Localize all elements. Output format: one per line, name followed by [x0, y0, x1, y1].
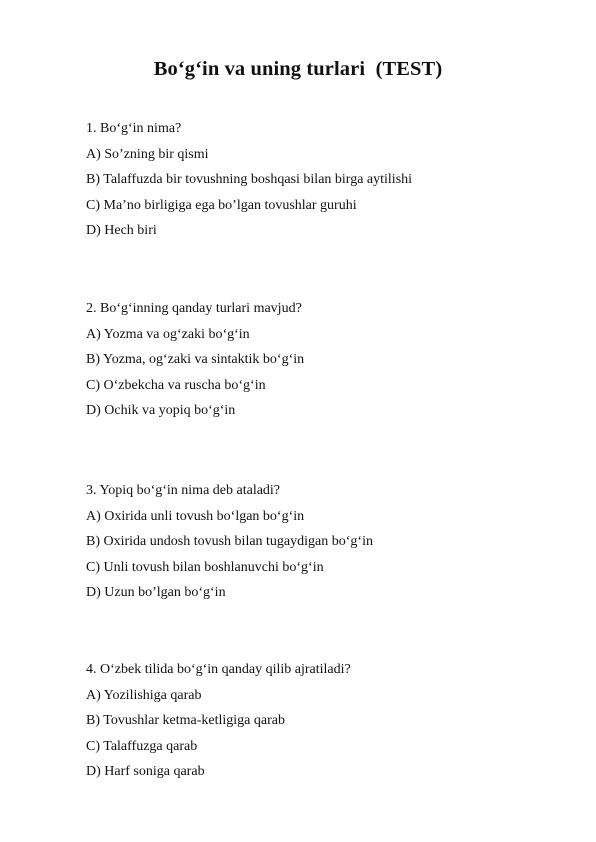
- question-block-1: [86, 116, 566, 244]
- page-title: Bo‘g‘in va uning turlari (TEST): [153, 58, 443, 80]
- answer-option-a: A) Yozilishiga qarab: [86, 687, 202, 703]
- answer-option-b: B) Yozma, og‘zaki va sintaktik bo‘g‘in: [86, 352, 305, 368]
- question-text: 1. Bo‘g‘in nima?: [86, 121, 182, 136]
- answer-option-c: C) O‘zbekcha va ruscha bo‘g‘in: [86, 377, 266, 393]
- answer-option-a: A) So’zning bir qismi: [86, 146, 209, 162]
- answer-option-d: D) Ochik va yopiq bo‘g‘in: [86, 403, 236, 419]
- question-block-4: [86, 657, 566, 785]
- answer-option-b: B) Tovushlar ketma-ketligiga qarab: [86, 713, 285, 729]
- question-text: 2. Bo‘g‘inning qanday turlari mavjud?: [86, 301, 302, 316]
- question-text: 4. O‘zbek tilida bo‘g‘in qanday qilib ajratiladi?: [86, 662, 351, 677]
- answer-option-d: D) Uzun bo’lgan bo‘g‘in: [86, 585, 226, 601]
- question-block-3: [86, 478, 566, 606]
- answer-option-c: C) Ma’no birligiga ega bo’lgan tovushlar guruhi: [86, 197, 357, 213]
- answer-option-c: C) Talaffuzga qarab: [86, 738, 198, 754]
- answer-option-a: A) Yozma va og‘zaki bo‘g‘in: [86, 326, 250, 342]
- answer-option-b: B) Oxirida undosh tovush bilan tugaydigan bo‘g‘in: [86, 534, 373, 550]
- answer-option-a: A) Oxirida unli tovush bo‘lgan bo‘g‘in: [86, 508, 305, 524]
- answer-option-b: B) Talaffuzda bir tovushning boshqasi bilan birga aytilishi: [86, 172, 413, 188]
- question-block-2: [86, 296, 566, 424]
- answer-option-d: D) Hech biri: [86, 223, 157, 239]
- question-text: 3. Yopiq bo‘g‘in nima deb ataladi?: [86, 483, 281, 498]
- answer-option-d: D) Harf soniga qarab: [86, 764, 205, 780]
- answer-option-c: C) Unli tovush bilan boshlanuvchi bo‘g‘in: [86, 559, 324, 575]
